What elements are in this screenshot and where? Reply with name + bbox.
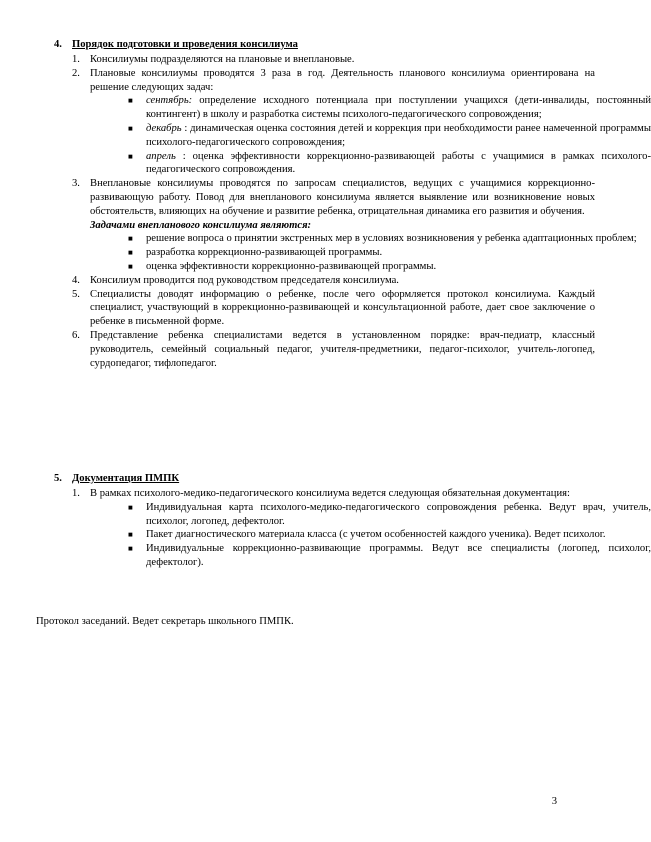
section-4-number: 4. xyxy=(54,39,62,50)
section-5-title: Документация ПМПК xyxy=(72,473,180,484)
item-number: 3. xyxy=(72,178,80,190)
section-5 xyxy=(54,472,651,570)
item-number: 1. xyxy=(72,54,80,65)
doc-text: Пакет диагностического материала класса (с учетом особенностей каждого ученика). Ведет психолог. xyxy=(146,529,606,541)
section-5-heading xyxy=(54,472,559,486)
list-item xyxy=(0,260,651,274)
bullet-icon: ■ xyxy=(128,261,133,271)
page-number: 3 xyxy=(551,796,557,807)
item-number: 4. xyxy=(72,274,80,286)
list-item xyxy=(0,501,651,529)
unplanned-heading: Задачами внепланового консилиума являются: xyxy=(90,219,312,231)
list-item xyxy=(0,288,595,329)
list-item xyxy=(0,94,651,122)
item-text: Внеплановые консилиумы проводятся по запросам специалистов, ведущих с учащимися коррекционно-развивающую работу. Повод для внепланового консилиума является выявление или возникновение новых обстоятельств, влияющих на обучение и развитие ребенка, отрицательная динамика его развития и обучения. xyxy=(90,178,595,217)
list-item xyxy=(0,177,595,232)
task-term: сентябрь: xyxy=(146,95,193,107)
footer-note: Протокол заседаний. Ведет секретарь школьного ПМПК. xyxy=(36,616,294,627)
task-text: определение исходного потенциала при поступлении учащихся (дети-инвалиды, постоянный контингент) в школу и разработка системы психолого-педагогического сопровождения; xyxy=(146,95,651,121)
list-item xyxy=(0,150,651,178)
list-item xyxy=(0,329,595,370)
doc-text: Индивидуальная карта психолого-медико-педагогического сопровождения ребенка. Ведут врач, учитель, психолог, логопед, дефектолог. xyxy=(146,501,651,527)
list-item xyxy=(0,528,651,542)
task-text: : оценка эффективности коррекционно-развивающей работы с учащимися в рамках психолого-педагогического сопровождения. xyxy=(146,150,651,176)
task-term: апрель xyxy=(146,150,176,162)
item-text: Специалисты доводят информацию о ребенке, после чего оформляется протокол консилиума. Каждый специалист, участвующий в коррекционно-развивающей и консультационной работе, дает свое заключение о ребенке в письменной форме. xyxy=(90,288,595,328)
section-4-heading xyxy=(54,38,559,52)
bullet-icon: ■ xyxy=(128,502,133,512)
list-item xyxy=(0,122,651,150)
section-5-number: 5. xyxy=(54,473,62,484)
section-4-title: Порядок подготовки и проведения консилиума xyxy=(72,39,298,50)
item-text: Плановые консилиумы проводятся 3 раза в год. Деятельность планового консилиума ориентирована на решение следующих задач: xyxy=(90,67,595,93)
item-text: Консилиум проводится под руководством председателя консилиума. xyxy=(90,274,399,286)
list-item xyxy=(0,246,651,260)
list-item xyxy=(0,274,595,288)
item-number: 5. xyxy=(72,288,80,300)
list-item xyxy=(0,487,595,501)
bullet-icon: ■ xyxy=(128,96,133,106)
list-item xyxy=(0,53,595,67)
item-number: 2. xyxy=(72,67,80,79)
item-text: Консилиумы подразделяются на плановые и внеплановые. xyxy=(90,54,355,65)
task-text: решение вопроса о принятии экстренных мер в условиях возникновения у ребенка адаптационных проблем; xyxy=(146,233,637,245)
bullet-icon: ■ xyxy=(128,234,133,244)
task-term: декабрь xyxy=(146,122,182,134)
bullet-icon: ■ xyxy=(128,248,133,258)
task-text: : динамическая оценка состояния детей и коррекция при необходимости ранее намеченной программы психолого-педагогического сопровождения; xyxy=(146,122,651,148)
list-item xyxy=(0,232,651,246)
item-number: 6. xyxy=(72,329,80,341)
task-text: разработка коррекционно-развивающей программы. xyxy=(146,247,383,259)
list-item xyxy=(0,67,595,95)
doc-text: Индивидуальные коррекционно-развивающие программы. Ведут все специалисты (логопед, психолог, дефектолог). xyxy=(146,543,651,568)
section-4 xyxy=(54,38,651,370)
bullet-icon: ■ xyxy=(128,151,133,161)
bullet-icon: ■ xyxy=(128,123,133,133)
task-text: оценка эффективности коррекционно-развивающей программы. xyxy=(146,260,437,272)
bullet-icon: ■ xyxy=(128,530,133,540)
bullet-icon: ■ xyxy=(128,544,133,554)
list-item xyxy=(0,542,651,570)
item-text: В рамках психолого-медико-педагогического консилиума ведется следующая обязательная документация: xyxy=(90,488,570,499)
item-number: 1. xyxy=(72,488,80,499)
item-text: Представление ребенка специалистами ведется в установленном порядке: врач-педиатр, классный руководитель, семейный социальный педагог, учителя-предметники, педагог-психолог, учитель-логопед, сурдопедагог, тифлопедагог. xyxy=(90,329,595,369)
